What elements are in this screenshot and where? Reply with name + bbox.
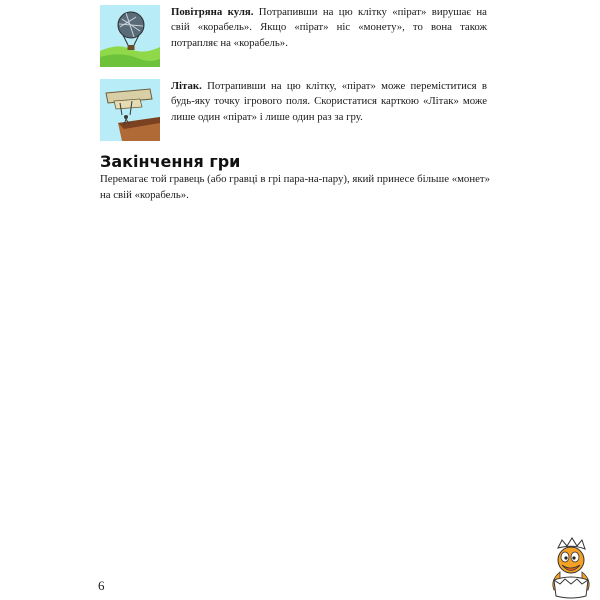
- balloon-title: Повітряна куля.: [171, 5, 254, 18]
- section-heading: Закінчення гри: [100, 152, 241, 171]
- balloon-description: [171, 5, 487, 52]
- balloon-illustration: [100, 5, 160, 67]
- airplane-title: Літак.: [171, 79, 202, 92]
- airplane-illustration: [100, 79, 160, 141]
- chick-mascot-icon: [540, 534, 600, 600]
- balloon-text: Потрапивши на цю клітку «пірат» вирушає на свій «корабель». Якщо «пірат» ніс «монету», то вона також потрапляє на «корабель».: [171, 5, 487, 49]
- page-number: 6: [98, 578, 105, 593]
- airplane-text: Потрапивши на цю клітку, «пірат» може переміститися в будь-яку точку ігрового поля. Скористатися карткою «Літак» може лише один «пірат» і лише один раз за гру.: [171, 79, 487, 123]
- airplane-description: [171, 79, 487, 126]
- section-body-text: Перемагає той гравець (або гравці в грі пара-на-пару), який принесе більше «монет» на свій «корабель».: [100, 173, 491, 201]
